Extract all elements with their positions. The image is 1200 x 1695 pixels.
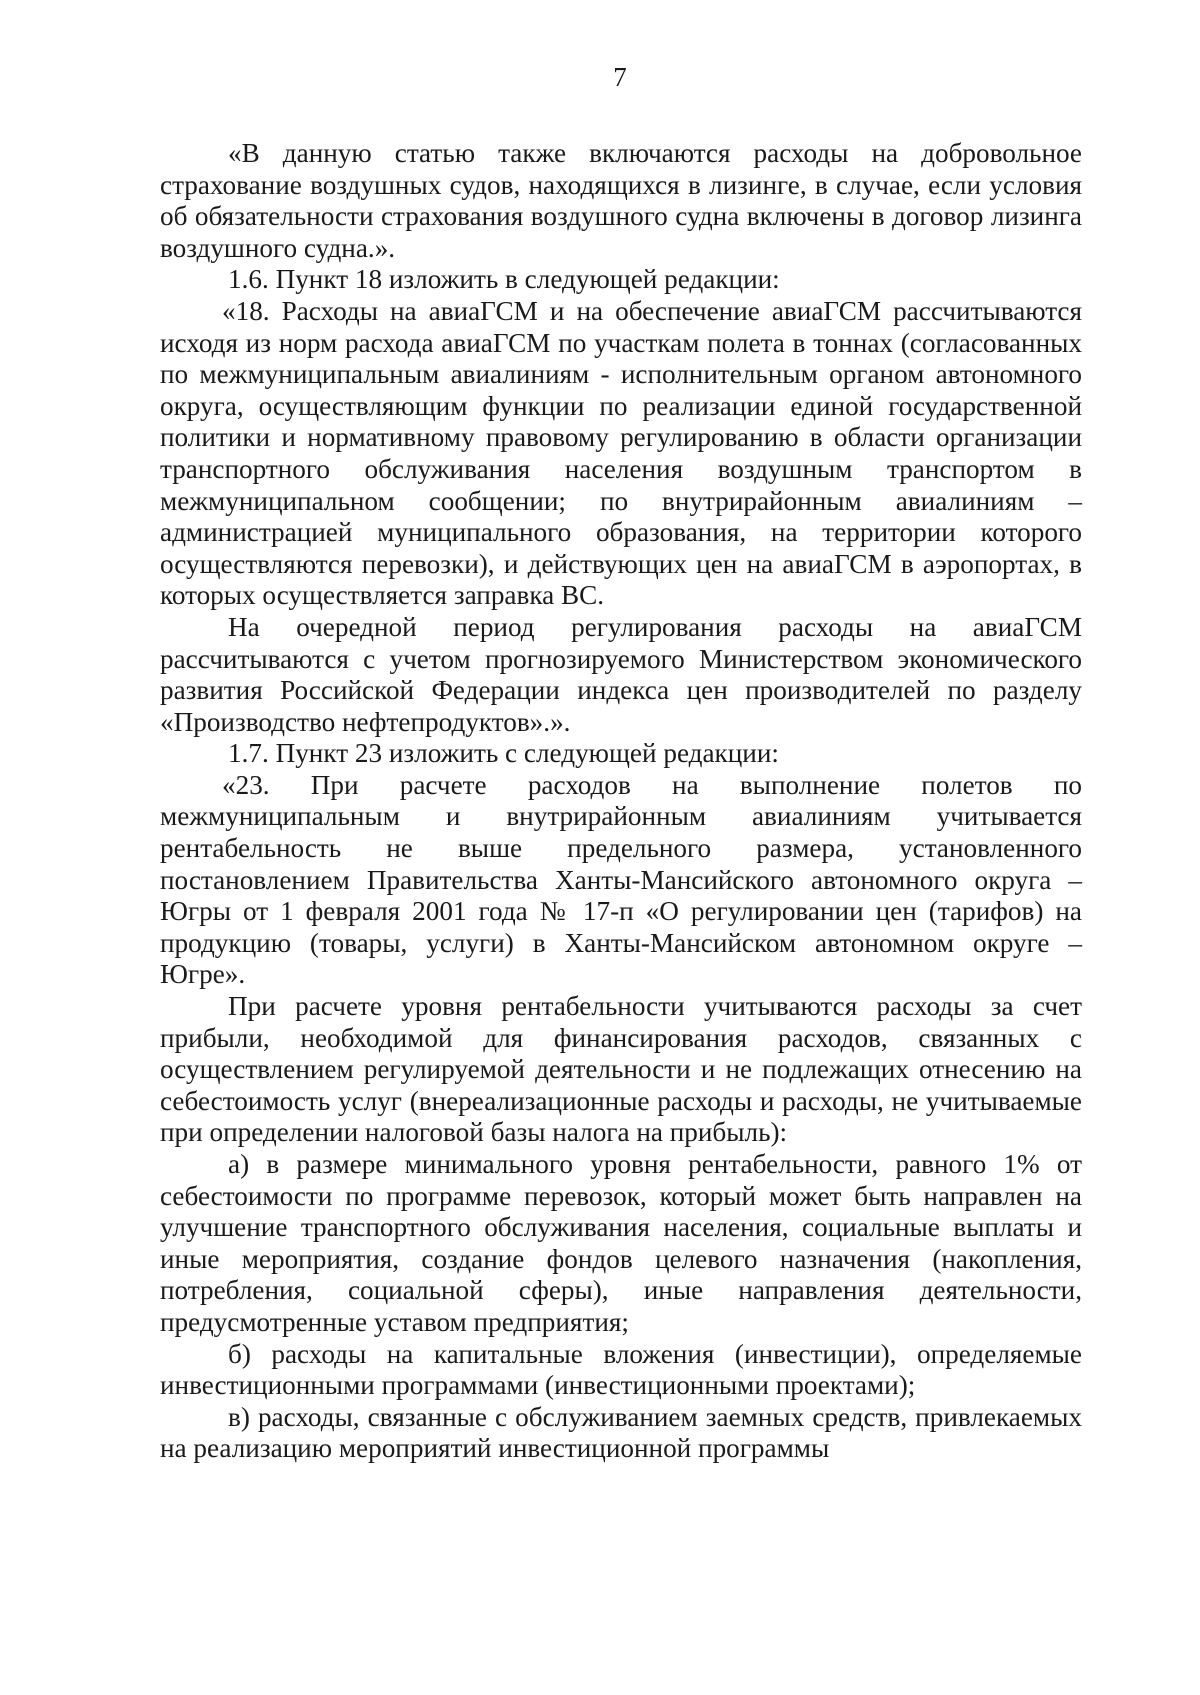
paragraph-clause-18: «18. Расходы на авиаГСМ и на обеспечение авиаГСМ рассчитываются исходя из норм расхода авиаГСМ по участкам полета в тоннах (согласованных по межмуниципальным авиалиниям - исполнительным органом автономного округа, осуществляющим функции по реализации единой государственной политики и нормативному правовому регулированию в области организации транспортного обслуживания населения воздушным транспортом в межмуниципальном сообщении; по внутрирайонным авиалиниям – администрацией муниципального образования, на территории которого осуществляются перевозки), и действующих цен на авиаГСМ в аэропортах, в которых осуществляется заправка ВС. [160,295,1082,611]
list-item-a: а) в размере минимального уровня рентабельности, равного 1% от себестоимости по программе перевозок, который может быть направлен на улучшение транспортного обслуживания населения, социальные выплаты и иные мероприятия, создание фондов целевого назначения (накопления, потребления, социальной сферы), иные направления деятельности, предусмотренные уставом предприятия; [160,1149,1082,1337]
list-item-b: б) расходы на капитальные вложения (инвестиции), определяемые инвестиционными программами (инвестиционными проектами); [160,1338,1082,1401]
paragraph-item-1-7: 1.7. Пункт 23 изложить с следующей редакции: [228,738,779,769]
paragraph-insurance-clause: «В данную статью также включаются расходы на добровольное страхование воздушных судов, находящихся в лизинге, в случае, если условия об обязательности страхования воздушного судна включены в договор лизинга воздушного судна.». [160,138,1082,263]
list-item-v: в) расходы, связанные с обслуживанием заемных средств, привлекаемых на реализацию мероприятий инвестиционной программы [160,1401,1082,1464]
paragraph-profitability: При расчете уровня рентабельности учитываются расходы за счет прибыли, необходимой для финансирования расходов, связанных с осуществлением регулируемой деятельности и не подлежащих отнесению на себестоимость услуг (внереализационные расходы и расходы, не учитываемые при определении налоговой базы налога на прибыль): [160,991,1082,1148]
document-body [160,138,1082,1465]
paragraph-clause-23: «23. При расчете расходов на выполнение полетов по межмуниципальным и внутрирайонным авиалиниям учитывается рентабельность не выше предельного размера, установленного постановлением Правительства Ханты-Мансийского автономного округа – Югры от 1 февраля 2001 года № 17-п «О регулировании цен (тарифов) на продукцию (товары, услуги) в Ханты-Мансийском автономном округе – Югре». [160,769,1082,990]
paragraph-item-1-6: 1.6. Пункт 18 изложить в следующей редакции: [228,264,780,295]
paragraph-regulation-period: На очередной период регулирования расходы на авиаГСМ рассчитываются с учетом прогнозируемого Министерством экономического развития Российской Федерации индекса цен производителей по разделу «Производство нефтепродуктов».». [160,611,1082,737]
page-number: 7 [613,62,627,92]
